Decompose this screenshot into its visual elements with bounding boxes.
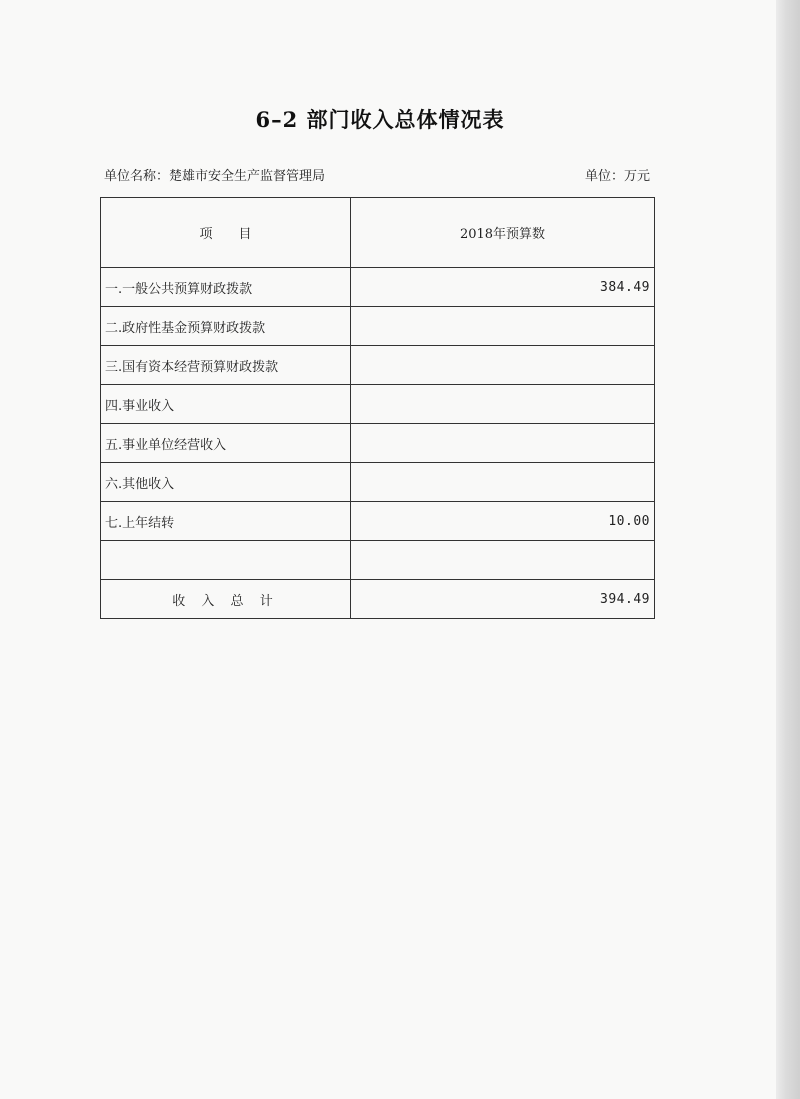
row-item: 二.政府性基金预算财政拨款 [101, 307, 351, 346]
table-header-row [101, 198, 655, 268]
table-row [101, 463, 655, 502]
row-value [351, 385, 655, 424]
table-row [101, 268, 655, 307]
table-row [101, 424, 655, 463]
row-value [351, 307, 655, 346]
table-row [101, 307, 655, 346]
table-row [101, 385, 655, 424]
document-title: 6–2 部门收入总体情况表 [255, 107, 505, 132]
row-item: 一.一般公共预算财政拨款 [101, 268, 351, 307]
row-value [351, 463, 655, 502]
unit-name: 单位名称：楚雄市安全生产监督管理局 [104, 169, 326, 184]
income-table [100, 197, 655, 619]
total-value: 394.49 [351, 580, 655, 619]
unit-measure: 单位：万元 [584, 169, 650, 184]
row-value [351, 541, 655, 580]
row-item: 三.国有资本经营预算财政拨款 [101, 346, 351, 385]
row-value [351, 346, 655, 385]
row-item: 七.上年结转 [101, 502, 351, 541]
row-value [351, 424, 655, 463]
row-item [101, 541, 351, 580]
row-value: 384.49 [351, 268, 655, 307]
table-row [101, 541, 655, 580]
header-item: 项 目 [101, 198, 351, 268]
total-label: 收 入 总 计 [101, 580, 351, 619]
total-row [101, 580, 655, 619]
row-value: 10.00 [351, 502, 655, 541]
table-row [101, 346, 655, 385]
header-value: 2018年预算数 [351, 198, 655, 268]
row-item: 六.其他收入 [101, 463, 351, 502]
table-row [101, 502, 655, 541]
row-item: 五.事业单位经营收入 [101, 424, 351, 463]
page-edge-shadow [776, 0, 800, 1099]
row-item: 四.事业收入 [101, 385, 351, 424]
